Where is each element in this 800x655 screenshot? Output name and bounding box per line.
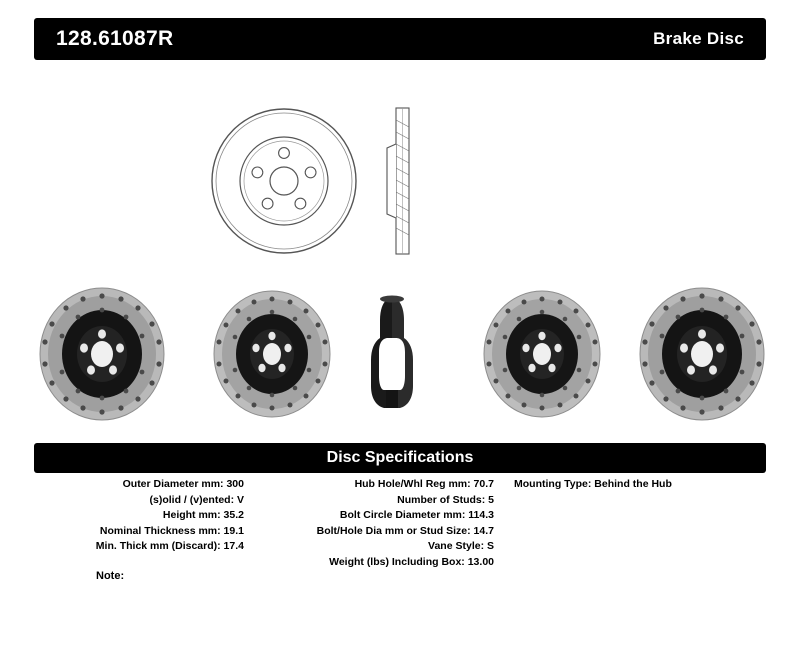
spec-number-of-studs: Number of Studs: 5 <box>397 493 494 506</box>
rotor-drilled-angled-right-1 <box>467 286 617 426</box>
spec-vane-style: Vane Style: S <box>428 540 494 552</box>
top-view-group <box>196 86 476 276</box>
rotor-photo-row <box>22 284 782 424</box>
spec-mounting-type: Mounting Type: Behind the Hub <box>514 478 672 490</box>
spec-solid-vented: (s)olid / (v)ented: V <box>149 493 244 506</box>
drawing-area <box>0 62 800 432</box>
rotor-edge-profile <box>362 294 422 414</box>
spec-bolt-circle-diameter: Bolt Circle Diameter mm: 114.3 <box>339 509 494 521</box>
spec-panel-title: Disc Specifications <box>326 449 474 466</box>
part-number: 128.61087R <box>56 27 174 50</box>
rotor-drilled-angled-right-2 <box>622 284 782 424</box>
spec-hub-hole: Hub Hole/Whl Reg mm: 70.7 <box>354 478 494 490</box>
spec-column-right <box>514 477 774 493</box>
spec-panel-header <box>34 443 766 473</box>
rotor-drilled-face <box>197 286 347 426</box>
spec-column-middle <box>266 477 494 570</box>
spec-column-left <box>34 477 244 555</box>
spec-bolt-hole-dia: Bolt/Hole Dia mm or Stud Size: 14.7 <box>316 524 494 537</box>
specifications <box>34 477 774 567</box>
product-type: Brake Disc <box>653 29 744 48</box>
rotor-front-outline <box>196 86 476 276</box>
rotor-drilled-angled-left <box>22 284 182 424</box>
rotor-edge-outline <box>387 108 409 254</box>
spec-outer-diameter: Outer Diameter mm: 300 <box>122 478 244 490</box>
spec-weight: Weight (lbs) Including Box: 13.00 <box>329 555 494 568</box>
spec-height: Height mm: 35.2 <box>162 509 244 521</box>
note-label: Note: <box>96 570 125 582</box>
spec-min-thickness: Min. Thick mm (Discard): 17.4 <box>95 540 244 552</box>
spec-nominal-thickness: Nominal Thickness mm: 19.1 <box>99 524 244 537</box>
document-header <box>34 18 766 60</box>
